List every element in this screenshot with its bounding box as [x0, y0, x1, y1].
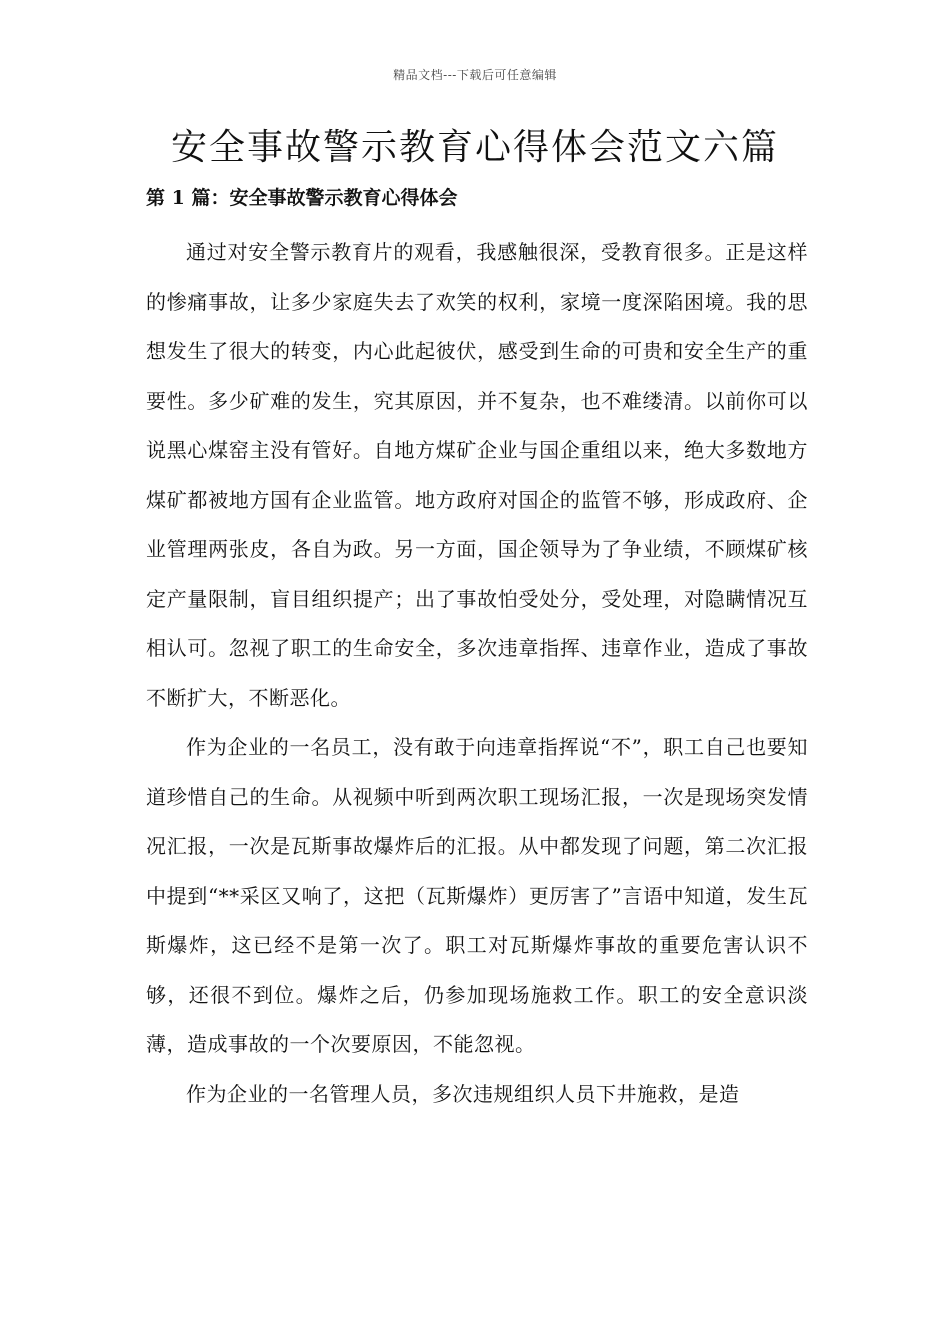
header-watermark: 精品文档---下载后可任意编辑	[393, 68, 557, 82]
paragraph-3: 作为企业的一名管理人员，多次违规组织人员下井施救，是造	[186, 1081, 740, 1106]
document-body	[146, 228, 808, 1119]
section-heading: 第 1 篇：安全事故警示教育心得体会	[146, 187, 458, 209]
document-title: 安全事故警示教育心得体会范文六篇	[170, 127, 779, 168]
paragraph-1: 通过对安全警示教育片的观看，我感触很深，受教育很多。正是这样的惨痛事故，让多少家庭失去了欢笑的权利，家境一度深陷困境。我的思想发生了很大的转变，内心此起彼伏，感受到生命的可贵和安全生产的重要性。多少矿难的发生，究其原因，并不复杂，也不难缕清。以前你可以说黑心煤窑主没有管好。自地方煤矿企业与国企重组以来，绝大多数地方煤矿都被地方国有企业监管。地方政府对国企的监管不够，形成政府、企业管理两张皮，各自为政。另一方面，国企领导为了争业绩，不顾煤矿核定产量限制，盲目组织提产；出了事故怕受处分，受处理，对隐瞒情况互相认可。忽视了职工的生命安全，多次违章指挥、违章作业，造成了事故不断扩大，不断恶化。	[146, 240, 808, 710]
paragraph-2: 作为企业的一名员工，没有敢于向违章指挥说“不”，职工自己也要知道珍惜自己的生命。从视频中听到两次职工现场汇报，一次是现场突发情况汇报，一次是瓦斯事故爆炸后的汇报。从中都发现了问题，第二次汇报中提到“**采区又响了，这把（瓦斯爆炸）更厉害了”言语中知道，发生瓦斯爆炸，这已经不是第一次了。职工对瓦斯爆炸事故的重要危害认识不够，还很不到位。爆炸之后，仍参加现场施救工作。职工的安全意识淡薄，造成事故的一个次要原因，不能忽视。	[146, 735, 808, 1056]
